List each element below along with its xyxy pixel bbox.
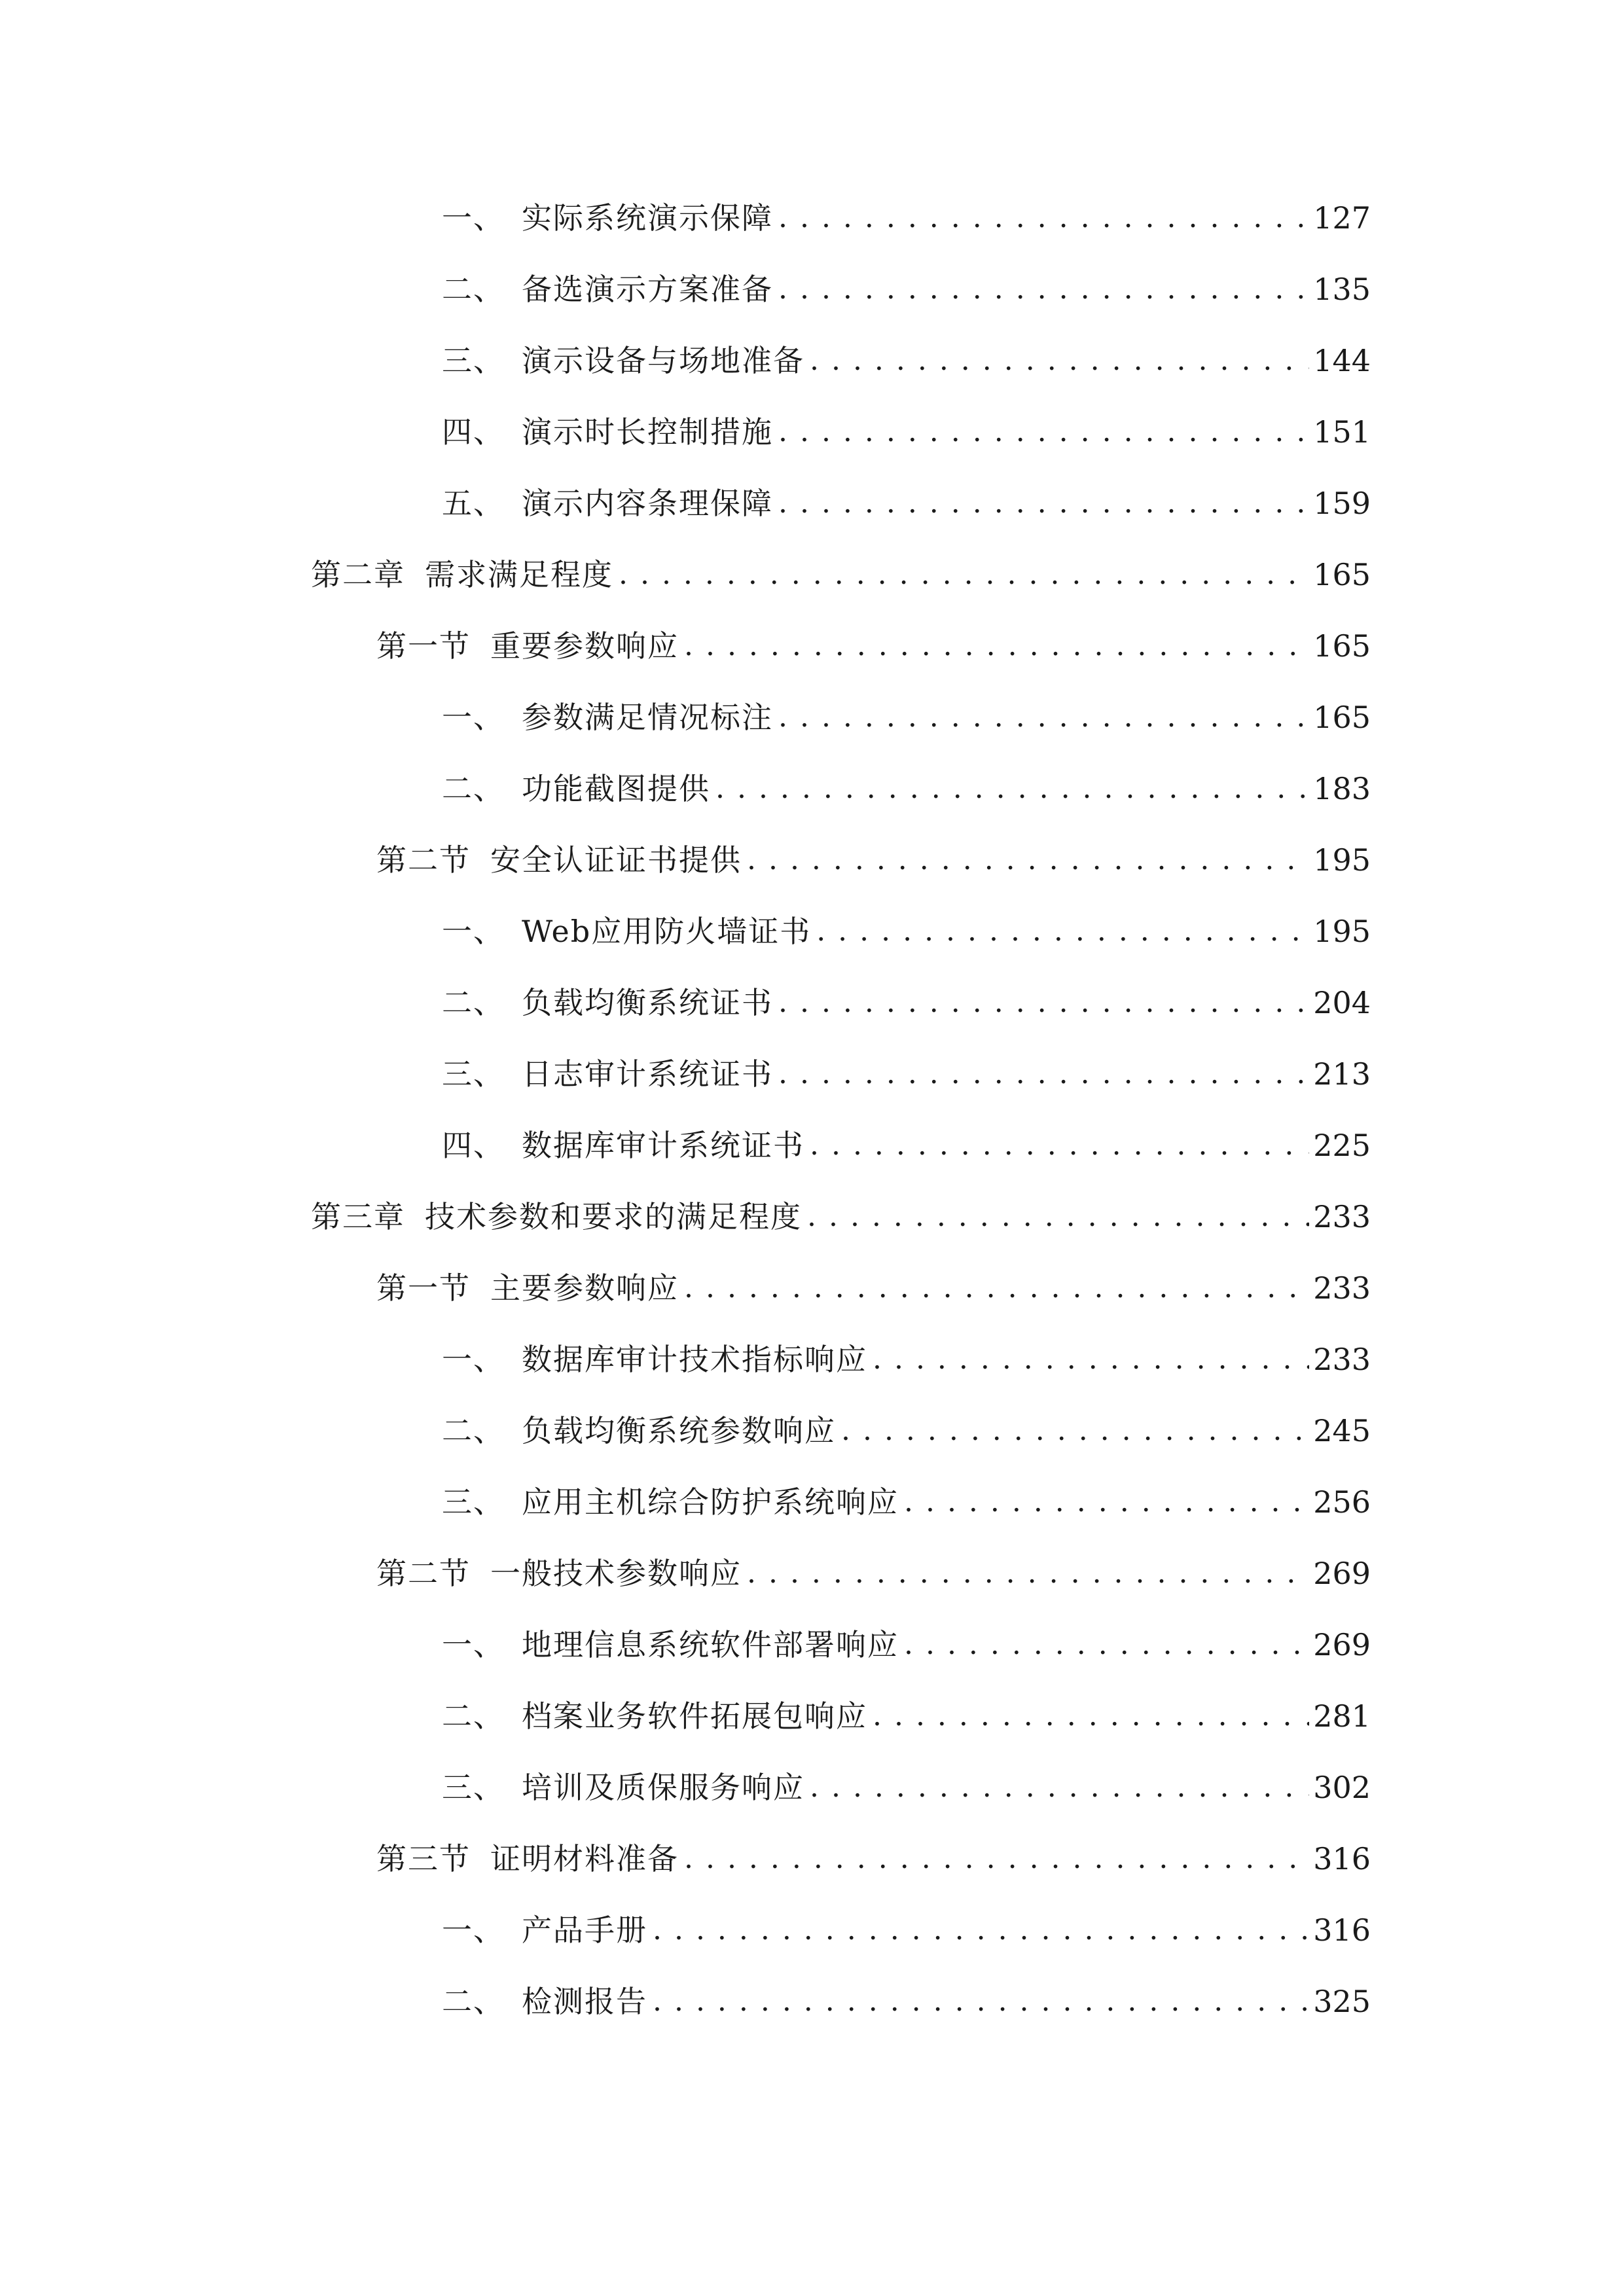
dot-leader <box>810 1119 1309 1172</box>
toc-entry-number: 第一节 <box>376 1270 471 1306</box>
toc-entry-page: 135 <box>1313 272 1371 307</box>
toc-entry[interactable] <box>442 977 1371 1029</box>
toc-entry-number: 一、 <box>442 200 505 236</box>
toc-entry-title: 地理信息系统软件部署响应 <box>522 1627 899 1662</box>
dot-leader <box>684 1262 1309 1314</box>
toc-entry-title: 培训及质保服务响应 <box>522 1770 804 1805</box>
dot-leader <box>715 762 1309 815</box>
toc-entry-title: 技术参数和要求的满足程度 <box>425 1199 802 1234</box>
toc-entry-number: 四、 <box>442 414 505 450</box>
toc-entry-number: 第二节 <box>376 1556 471 1591</box>
toc-entry-section[interactable] <box>376 1262 1371 1314</box>
toc-entry-number: 三、 <box>442 1770 505 1805</box>
toc-entry-title: 主要参数响应 <box>490 1270 679 1306</box>
toc-entry-page: 281 <box>1313 1698 1371 1734</box>
dot-leader <box>873 1333 1309 1386</box>
toc-entry-number: 第二章 <box>311 557 405 592</box>
toc-entry-number: 四、 <box>442 1128 505 1163</box>
toc-entry-number: 一、 <box>442 914 505 949</box>
toc-entry-page: 213 <box>1313 1056 1371 1092</box>
dot-leader <box>778 477 1309 529</box>
toc-entry-section[interactable] <box>376 620 1371 672</box>
dot-leader <box>778 406 1309 458</box>
toc-entry[interactable] <box>442 1476 1371 1528</box>
toc-entry-title: 安全认证证书提供 <box>490 842 742 878</box>
toc-entry-title: 演示设备与场地准备 <box>522 343 804 378</box>
toc-entry-title: 数据库审计系统证书 <box>522 1128 804 1163</box>
toc-entry-page: 165 <box>1313 700 1371 735</box>
toc-entry-section[interactable] <box>376 1833 1371 1885</box>
dot-leader <box>904 1619 1309 1671</box>
toc-entry-title: 负载均衡系统证书 <box>522 985 773 1020</box>
toc-entry[interactable] <box>442 1405 1371 1457</box>
dot-leader <box>810 334 1309 387</box>
dot-leader <box>810 1761 1309 1814</box>
toc-entry-section[interactable] <box>376 1547 1371 1600</box>
toc-entry-title: 一般技术参数响应 <box>490 1556 742 1591</box>
toc-entry-number: 一、 <box>442 1912 505 1948</box>
toc-entry-section[interactable] <box>376 834 1371 886</box>
toc-entry-number: 二、 <box>442 985 505 1020</box>
toc-entry-title: 证明材料准备 <box>490 1841 679 1876</box>
dot-leader <box>778 1048 1309 1100</box>
toc-entry-title: 日志审计系统证书 <box>522 1056 773 1092</box>
toc-entry-page: 165 <box>1313 557 1371 592</box>
toc-entry-page: 233 <box>1313 1342 1371 1377</box>
toc-entry-title: 负载均衡系统参数响应 <box>522 1413 836 1448</box>
toc-entry-number: 二、 <box>442 1413 505 1448</box>
dot-leader <box>653 1904 1309 1956</box>
toc-entry[interactable] <box>442 905 1371 958</box>
toc-entry-number: 第三章 <box>311 1199 405 1234</box>
toc-entry-page: 204 <box>1313 985 1371 1020</box>
dot-leader <box>807 1191 1309 1243</box>
toc-entry-page: 316 <box>1313 1841 1371 1876</box>
dot-leader <box>684 1833 1309 1885</box>
toc-entry-page: 151 <box>1313 414 1371 450</box>
dot-leader <box>747 834 1309 886</box>
toc-entry[interactable] <box>442 192 1371 244</box>
toc-entry-number: 一、 <box>442 1627 505 1662</box>
toc-entry-title: 功能截图提供 <box>522 771 710 806</box>
dot-leader <box>816 905 1309 958</box>
toc-entry-chapter[interactable] <box>311 548 1371 601</box>
toc-entry-number: 三、 <box>442 1056 505 1092</box>
dot-leader <box>904 1476 1309 1528</box>
dot-leader <box>873 1690 1309 1742</box>
toc-entry-title: Web应用防火墙证书 <box>522 914 812 949</box>
toc-entry-number: 二、 <box>442 1984 505 2019</box>
toc-entry-page: 144 <box>1313 343 1371 378</box>
toc-entry-page: 256 <box>1313 1484 1371 1520</box>
toc-entry-page: 302 <box>1313 1770 1371 1805</box>
toc-entry-number: 三、 <box>442 1484 505 1520</box>
toc-entry-number: 二、 <box>442 272 505 307</box>
dot-leader <box>778 192 1309 244</box>
toc-entry-number: 第三节 <box>376 1841 471 1876</box>
toc-entry-title: 档案业务软件拓展包响应 <box>522 1698 867 1734</box>
toc-entry[interactable] <box>442 263 1371 315</box>
toc-entry-title: 数据库审计技术指标响应 <box>522 1342 867 1377</box>
toc-entry-title: 演示内容条理保障 <box>522 486 773 521</box>
toc-entry[interactable] <box>442 1048 1371 1100</box>
toc-entry-page: 316 <box>1313 1912 1371 1948</box>
toc-entry-page: 233 <box>1313 1270 1371 1306</box>
toc-entry-page: 165 <box>1313 628 1371 664</box>
toc-entry[interactable] <box>442 1119 1371 1172</box>
dot-leader <box>778 263 1309 315</box>
toc-entry-title: 备选演示方案准备 <box>522 272 773 307</box>
toc-entry-page: 325 <box>1313 1984 1371 2019</box>
toc-entry-number: 二、 <box>442 771 505 806</box>
dot-leader <box>619 548 1309 601</box>
toc-entry-number: 五、 <box>442 486 505 521</box>
toc-entry[interactable] <box>442 1761 1371 1814</box>
toc-entry-number: 第一节 <box>376 628 471 664</box>
toc-entry-number: 二、 <box>442 1698 505 1734</box>
toc-entry-title: 实际系统演示保障 <box>522 200 773 236</box>
toc-entry-page: 195 <box>1313 842 1371 878</box>
toc-entry-page: 269 <box>1313 1556 1371 1591</box>
toc-entry[interactable] <box>442 1690 1371 1742</box>
toc-entry[interactable] <box>442 1904 1371 1956</box>
toc-entry-number: 三、 <box>442 343 505 378</box>
toc-entry[interactable] <box>442 1333 1371 1386</box>
toc-entry[interactable] <box>442 334 1371 387</box>
toc-entry[interactable] <box>442 1619 1371 1671</box>
toc-entry-chapter[interactable] <box>311 1191 1371 1243</box>
toc-entry-title: 应用主机综合防护系统响应 <box>522 1484 899 1520</box>
toc-entry-page: 233 <box>1313 1199 1371 1234</box>
dot-leader <box>778 691 1309 744</box>
dot-leader <box>841 1405 1309 1457</box>
toc-entry-number: 一、 <box>442 1342 505 1377</box>
toc-entry-page: 225 <box>1313 1128 1371 1163</box>
dot-leader <box>778 977 1309 1029</box>
toc-entry-page: 183 <box>1313 771 1371 806</box>
toc-entry-title: 检测报告 <box>522 1984 647 2019</box>
toc-entry-title: 参数满足情况标注 <box>522 700 773 735</box>
dot-leader <box>653 1975 1309 2028</box>
toc-entry-page: 245 <box>1313 1413 1371 1448</box>
toc-entry-title: 重要参数响应 <box>490 628 679 664</box>
toc-entry[interactable] <box>442 477 1371 529</box>
toc-entry[interactable] <box>442 1975 1371 2028</box>
toc-entry-number: 一、 <box>442 700 505 735</box>
toc-entry-page: 127 <box>1313 200 1371 236</box>
toc-entry-page: 159 <box>1313 486 1371 521</box>
toc-entry-number: 第二节 <box>376 842 471 878</box>
toc-entry[interactable] <box>442 406 1371 458</box>
toc-entry-title: 产品手册 <box>522 1912 647 1948</box>
toc-entry[interactable] <box>442 691 1371 744</box>
toc-entry-title: 需求满足程度 <box>425 557 613 592</box>
dot-leader <box>747 1547 1309 1600</box>
toc-entry[interactable] <box>442 762 1371 815</box>
toc-entry-page: 269 <box>1313 1627 1371 1662</box>
dot-leader <box>684 620 1309 672</box>
toc-entry-page: 195 <box>1313 914 1371 949</box>
toc-entry-title: 演示时长控制措施 <box>522 414 773 450</box>
